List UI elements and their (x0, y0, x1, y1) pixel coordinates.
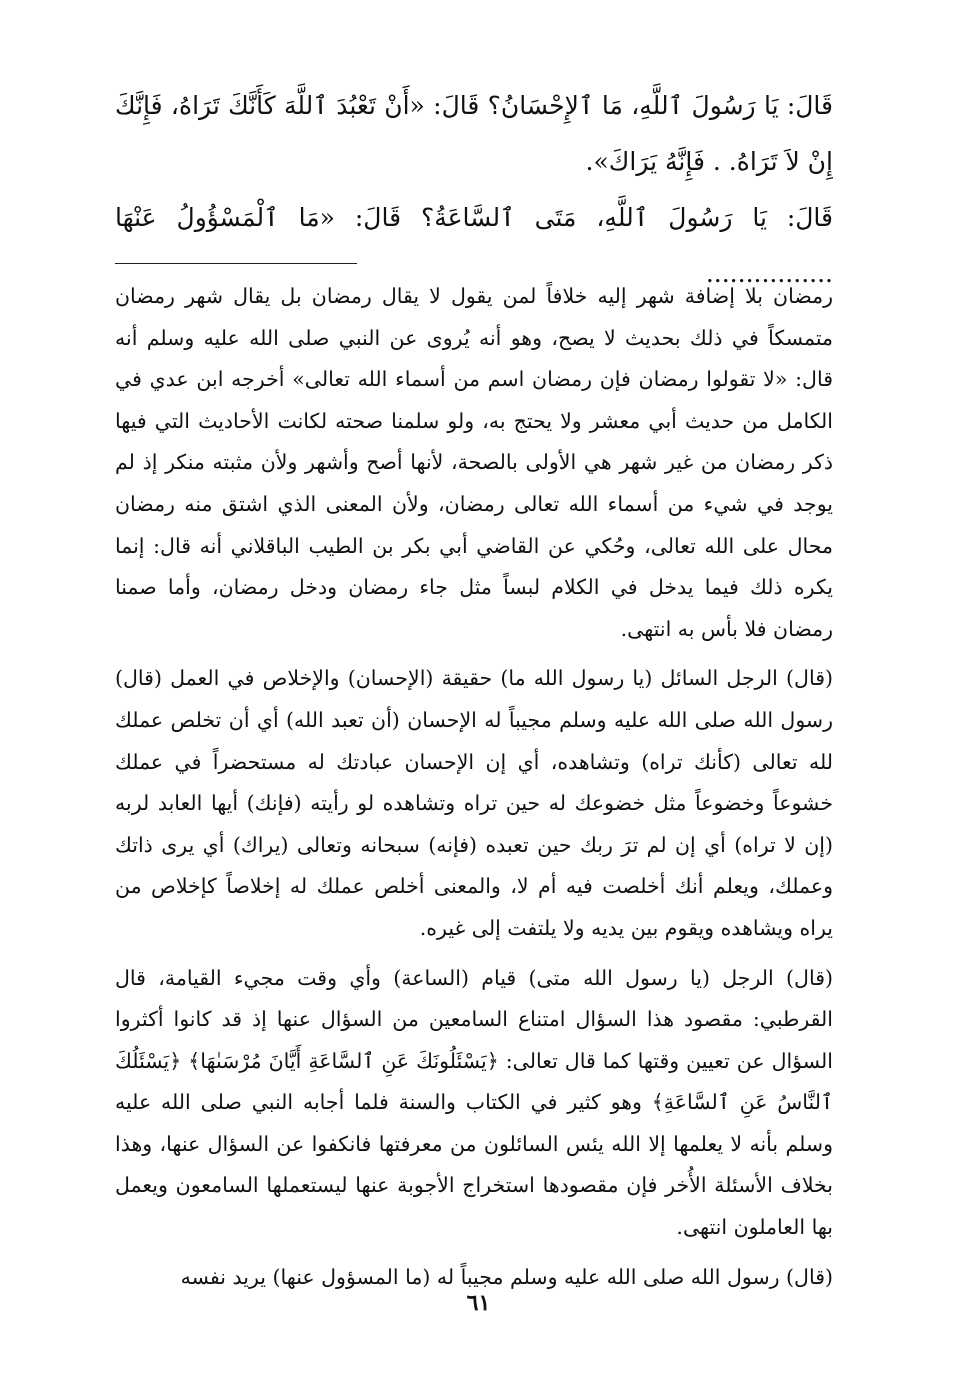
commentary-paragraph-ihsan: (قال) الرجل السائل (يا رسول الله ما) حقيقة (الإحسان) والإخلاص في العمل (قال) رسول الله صلى الله عليه وسلم مجيباً له الإحسان (أن تعبد الله) أي أن تخلص عملك لله تعالى (كأنك تراه) وتشاهده، أي إن الإحسان عبادتك له مستحضراً في عملك خشوعاً وخضوعاً مثل خضوعك له حين تراه وتشاهده لو رأيته (فإنك) أيها العابد لربه (إن لا تراه) أي إن لم ترَ ربك حين تعبده (فإنه) سبحانه وتعالى (يراك) أي يرى ذاتك وعملك، ويعلم أنك أخلصت فيه أم لا، والمعنى أخلص عملك له إخلاصاً كإخلاص من يراه ويشاهده ويقوم بين يديه ولا يلتفت إلى غيره. (115, 666, 834, 940)
hadith-line-ihsan: قَالَ: يَا رَسُولَ ٱللَّهِ، مَا ٱلإِحْسَانُ؟ قَالَ: «أَنْ تَعْبُدَ ٱللَّهَ كَأَنَّكَ تَرَاهُ، فَإِنَّكَ إِنْ لاَ تَرَاهُ. . فَإِنَّهُ يَرَاكَ». (115, 91, 833, 176)
commentary-paragraph-sa-ah: (قال) الرجل (يا رسول الله متى) قيام (الساعة) وأي وقت مجيء القيامة، قال القرطبي: مقصود هذا السؤال امتناع السامعين من السؤال عنها إذ قد كانوا أكثروا السؤال عن تعيين وقتها كما قال تعالى: ﴿يَسْئَلُونَكَ عَنِ ٱلسَّاعَةِ أَيَّانَ مُرْسَىٰهَا﴾ ﴿يَسْئَلُكَ ٱلنَّاسُ عَنِ ٱلسَّاعَةِ﴾ وهو كثير في الكتاب والسنة فلما أجابه النبي صلى الله عليه وسلم بأنه لا يعلمها إلا الله يئس السائلون من معرفتها فانكفوا عن السؤال عنها، وهذا بخلاف الأسئلة الأُخر فإن مقصودها استخراج الأجوبة عنها ليستعملها السامعون ويعمل بها العاملون انتهى. (115, 965, 833, 1240)
commentary-paragraph-ramadan: رمضان بلا إضافة شهر إليه خلافاً لمن يقول لا يقال رمضان بل يقال شهر رمضان متمسكاً في ذلك بحديث لا يصح، وهو أنه يُروى عن النبي صلى الله عليه وسلم أنه قال: «لا تقولوا رمضان فإن رمضان اسم من أسماء الله تعالى» أخرجه ابن عدي في الكامل من حديث أبي معشر ولا يحتج به، ولو سلمنا صحته لكانت الأحاديث التي فيها ذكر رمضان من غير شهر هي الأولى بالصحة، لأنها أصح وأشهر ولأن مثبته منكر إذ لم يوجد في شيء من أسماء الله تعالى رمضان، ولأن المعنى الذي اشتق منه رمضان محال على الله تعالى، وحُكي عن القاضي أبي بكر بن الطيب الباقلاني أنه قال: إنما يكره ذلك فيما يدخل في الكلام لبساً مثل جاء رمضان ودخل رمضان، وأما صمنا رمضان فلا بأس به انتهى. (115, 284, 833, 641)
commentary-paragraph-answer: (قال) رسول الله صلى الله عليه وسلم مجيباً له (ما المسؤول عنها) يريد نفسه (180, 1264, 833, 1289)
hadith-text (115, 78, 833, 302)
commentary-text (115, 276, 833, 1298)
hadith-line-sa-ah: قَالَ: يَا رَسُولَ ٱللَّهِ، مَتَى ٱلسَّاعَةُ؟ قَالَ: «مَا ٱلْمَسْؤُولُ عَنْهَا ................ (115, 203, 833, 288)
footnote-separator (115, 263, 357, 264)
page-number: ٦١ (466, 1290, 491, 1316)
